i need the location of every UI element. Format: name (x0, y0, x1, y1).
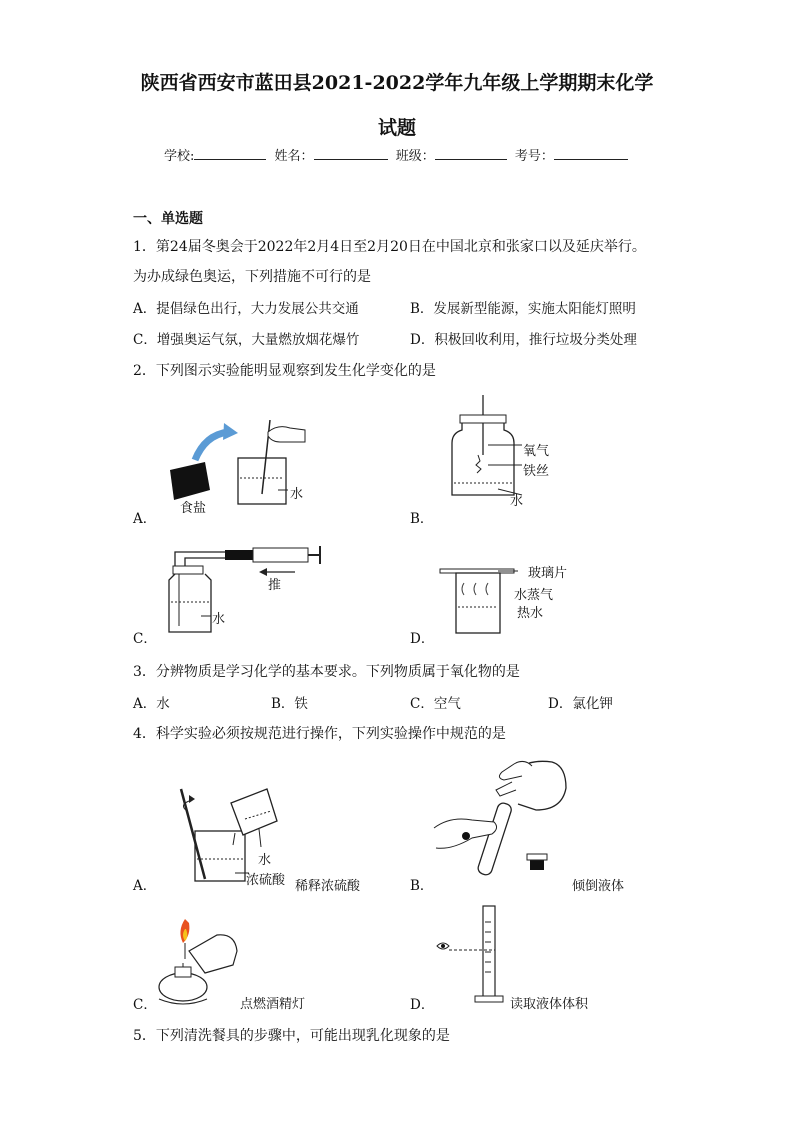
q2-b-oxygen-label: 氧气 (523, 444, 550, 459)
exam-no-label: 考号： (514, 149, 554, 164)
exam-title-line1: 陕西省西安市蓝田县2021-2022学年九年级上学期期末化学 (140, 72, 654, 94)
class-field[interactable] (435, 146, 507, 160)
exam-title-line2: 试题 (377, 117, 416, 139)
q4-option-b[interactable]: B． (410, 878, 434, 894)
q4-option-a[interactable]: A． (133, 878, 157, 894)
q2-c-syringe-bottle-figure (155, 540, 325, 640)
q4-b-pour-liquid-figure (432, 758, 572, 883)
q2-option-b[interactable]: B． (410, 511, 434, 527)
q2-d-glass-label: 玻璃片 (528, 566, 568, 581)
q4-option-d[interactable]: D． (410, 997, 435, 1013)
section-heading: 一、单选题 (133, 211, 203, 227)
q4-c-caption: 点燃酒精灯 (240, 997, 306, 1012)
q1-option-d[interactable]: D．积极回收利用，推行垃圾分类处理 (410, 332, 637, 348)
q3-stem: 3．分辨物质是学习化学的基本要求。下列物质属于氧化物的是 (133, 664, 520, 680)
q4-d-caption: 读取液体体积 (510, 997, 589, 1012)
q3-option-b[interactable]: B．铁 (271, 696, 308, 712)
q2-b-water-label: 水 (510, 494, 524, 509)
exam-no-field[interactable] (554, 146, 628, 160)
q1-option-a[interactable]: A．提倡绿色出行，大力发展公共交通 (133, 301, 359, 317)
q2-d-hotwater-label: 热水 (517, 606, 544, 621)
q1-option-c[interactable]: C．增强奥运气氛，大量燃放烟花爆竹 (133, 332, 360, 348)
q2-c-push-label: 推 (268, 578, 282, 593)
q4-a-water-label: 水 (258, 853, 272, 868)
q2-d-hot-water-beaker-figure (438, 565, 518, 640)
school-field[interactable] (194, 146, 266, 160)
q2-b-wire-label: 铁丝 (523, 464, 550, 479)
q2-option-d[interactable]: D． (410, 631, 435, 647)
q2-d-vapor-label: 水蒸气 (514, 588, 554, 603)
q4-d-read-cylinder-figure (435, 902, 515, 1006)
q2-a-salt-label: 食盐 (180, 501, 207, 516)
student-info-fields (164, 145, 632, 164)
school-label: 学校: (164, 149, 195, 164)
q4-option-c[interactable]: C． (133, 997, 157, 1013)
q1-stem-line2: 为办成绿色奥运，下列措施不可行的是 (133, 269, 371, 285)
q2-option-c[interactable]: C． (133, 631, 157, 647)
name-field[interactable] (314, 146, 388, 160)
q3-option-a[interactable]: A．水 (133, 696, 170, 712)
q1-stem-line1: 1．第24届冬奥会于2022年2月4日至2月20日在中国北京和张家口以及延庆举行。 (133, 239, 646, 255)
class-label: 班级： (395, 149, 435, 164)
q1-option-b[interactable]: B．发展新型能源，实施太阳能灯照明 (410, 301, 636, 317)
q2-option-a[interactable]: A． (133, 511, 157, 527)
q4-a-caption: 稀释浓硫酸 (295, 879, 361, 894)
name-label: 姓名： (274, 149, 314, 164)
q2-c-water-label: 水 (212, 612, 226, 627)
q2-stem: 2．下列图示实验能明显观察到发生化学变化的是 (133, 363, 436, 379)
q4-b-caption: 倾倒液体 (572, 879, 625, 894)
q4-a-acid-label: 浓硫酸 (246, 873, 286, 888)
q3-option-c[interactable]: C．空气 (410, 696, 461, 712)
q5-stem: 5．下列清洗餐具的步骤中，可能出现乳化现象的是 (133, 1028, 450, 1044)
q4-c-light-lamp-figure (155, 915, 245, 1010)
q2-a-water-label: 水 (290, 487, 304, 502)
q3-option-d[interactable]: D．氯化钾 (548, 696, 613, 712)
q4-stem: 4．科学实验必须按规范进行操作，下列实验操作中规范的是 (133, 726, 506, 742)
